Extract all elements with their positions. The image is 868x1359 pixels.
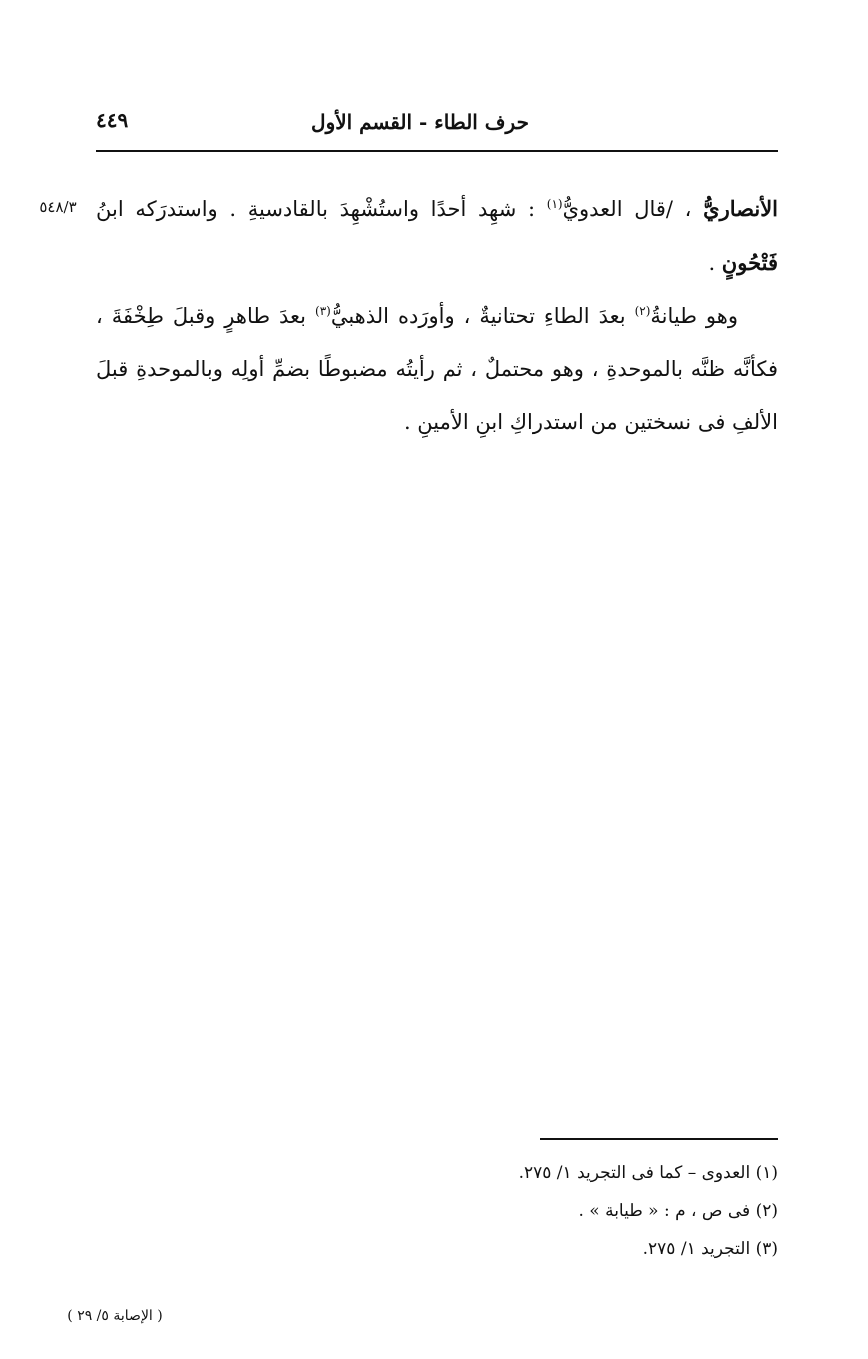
main-text [96,182,778,449]
text-segment: : شهِد أحدًا واستُشْهِدَ بالقادسيةِ . واستدرَكه ابنُ [96,197,547,221]
text-segment: بعدَ الطاءِ تحتانيةٌ ، وأورَده الذهبيُّ [330,304,635,328]
text-segment: بعدَ طاهرٍ وقبلَ طِخْفَةَ ، فكأنَّه ظنَّه بالموحدةِ ، وهو محتملٌ ، ثم رأيتُه مضبوطًا بضمِّ أولِه وبالموحدةِ قبلَ الألفِ فى نسختين من استدراكِ ابنِ الأمينِ . [96,304,778,434]
entry-paragraph-1 [96,182,778,290]
person-name: فَتْحُونٍ [721,250,778,275]
page-number: ٤٤٩ [96,108,129,132]
footnotes [278,1154,778,1268]
footnote-marker-3: (٣) [315,304,331,318]
footnote-2: (٢) فى ص ، م : « طيابة » . [578,1201,778,1221]
footnote-marker-1: (١) [546,197,563,211]
text-segment: . [708,251,722,275]
entry-name: الأنصاريُّ [703,196,778,221]
text-segment: وهو طيانةُ [650,304,739,328]
footnote-1: (١) العدوى – كما فى التجريد ١/ ٢٧٥. [518,1163,778,1183]
footnote-marker-2: (٢) [634,304,651,318]
text-segment: ، /قال العدويُّ [562,197,704,221]
running-header-title: حرف الطاء - القسم الأول [311,110,529,134]
footnote-rule [540,1138,778,1140]
margin-reference: ٥٤٨/٣ [39,198,77,216]
footnote-3: (٣) التجريد ١/ ٢٧٥. [642,1239,778,1259]
entry-paragraph-2 [96,290,778,449]
volume-signature: ( الإصابة ٥/ ٢٩ ) [67,1308,163,1324]
header-rule [96,150,778,152]
